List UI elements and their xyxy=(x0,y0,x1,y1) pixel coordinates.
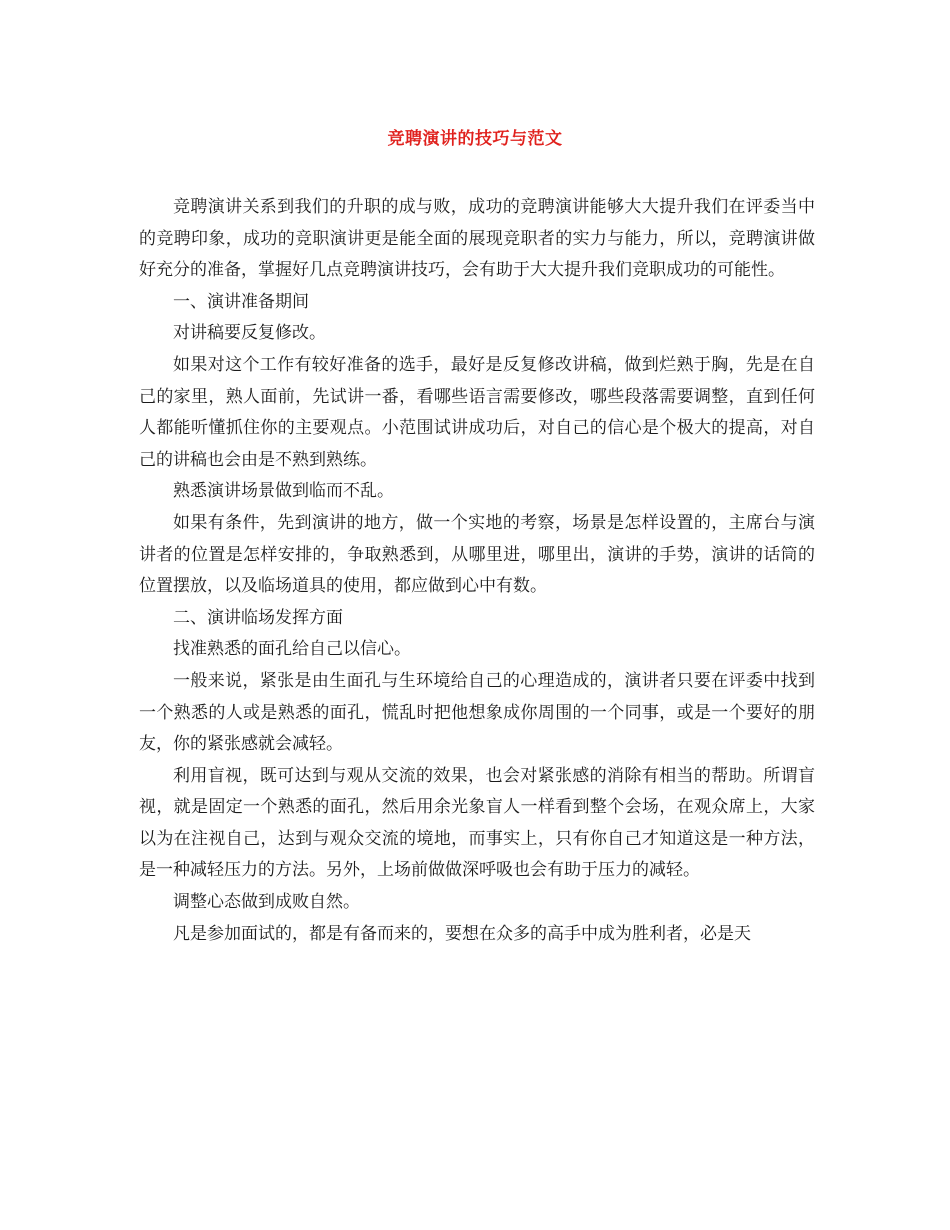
subheading: 对讲稿要反复修改。 xyxy=(173,323,326,344)
paragraph: 凡是参加面试的，都是有备而来的，要想在众多的高手中成为胜利者，必是天 xyxy=(173,923,751,944)
paragraph: 竞聘演讲关系到我们的升职的成与败，成功的竞聘演讲能够大大提升我们在评委当中的竞聘印象，成功的竞职演讲更是能全面的展现竞职者的实力与能力，所以，竞聘演讲做好充分的准备，掌握好几点竞聘演讲技巧，会有助于大大提升我们竞职成功的可能性。 xyxy=(139,197,815,281)
paragraph: 如果有条件，先到演讲的地方，做一个实地的考察，场景是怎样设置的，主席台与演讲者的位置是怎样安排的，争取熟悉到，从哪里进，哪里出，演讲的手势，演讲的话筒的位置摆放，以及临场道具的使用，都应做到心中有数。 xyxy=(139,512,815,597)
paragraph: 一般来说，紧张是由生面孔与生环境给自己的心理造成的，演讲者只要在评委中找到一个熟悉的人或是熟悉的面孔，慌乱时把他想象成你周围的一个同事，或是一个要好的朋友，你的紧张感就会减轻。 xyxy=(139,670,815,755)
subheading: 熟悉演讲场景做到临而不乱。 xyxy=(173,481,394,502)
paragraph: 利用盲视，既可达到与观从交流的效果，也会对紧张感的消除有相当的帮助。所谓盲视，就是固定一个熟悉的面孔，然后用余光象盲人一样看到整个会场，在观众席上，大家以为在注视自己，达到与观众交流的境地，而事实上，只有你自己才知道这是一种方法，是一种减轻压力的方法。另外，上场前做做深呼吸也会有助于压力的减轻。 xyxy=(139,765,815,881)
paragraph: 如果对这个工作有较好准备的选手，最好是反复修改讲稿，做到烂熟于胸，先是在自己的家里，熟人面前，先试讲一番，看哪些语言需要修改，哪些段落需要调整，直到任何人都能听懂抓住你的主要观点。小范围试讲成功后，对自己的信心是个极大的提高，对自己的讲稿也会由是不熟到熟练。 xyxy=(139,354,815,470)
section-heading: 二、演讲临场发挥方面 xyxy=(173,607,343,628)
document-body xyxy=(139,192,815,950)
section-heading: 一、演讲准备期间 xyxy=(173,291,309,312)
document-title: 竞聘演讲的技巧与范文 xyxy=(387,129,563,149)
subheading: 调整心态做到成败自然。 xyxy=(173,892,360,913)
subheading: 找准熟悉的面孔给自己以信心。 xyxy=(173,639,411,660)
